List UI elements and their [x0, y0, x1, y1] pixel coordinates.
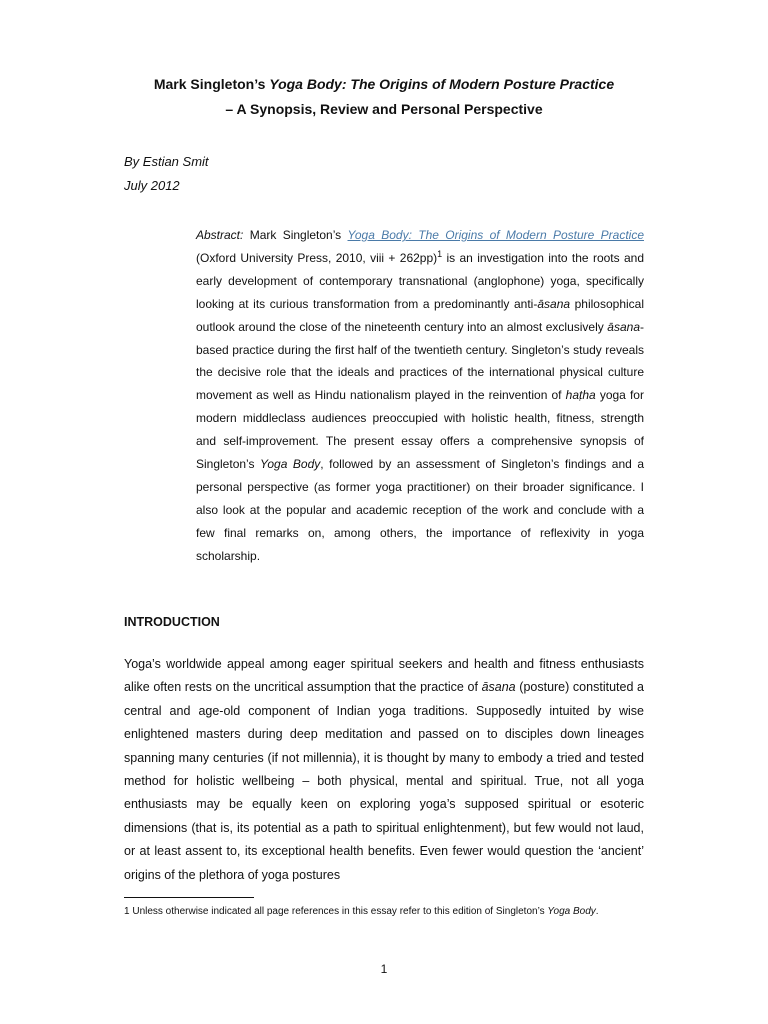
title-author: Mark Singleton’s [153, 76, 270, 92]
body-text: (posture) constituted a central and age-old component of Indian yoga traditions. Supposedly intuited by wise enlightened masters during deep meditation and passed on to disciples down lineages spanning many centuries (if not millennia), it is thought by many to embody a tried and tested method for holistic wellbeing – both physical, mental and spiritual. True, not all yoga enthusiasts may be equally keen on exploring yoga’s supposed spiritual or esoteric dimensions (that is, its potential as a path to spiritual enlightenment), but few would not laud, or at least assent to, its exceptional health benefits. Even fewer would question the ‘ancient’ origins of the plethora of yoga postures [124, 680, 644, 882]
footnote-number: 1 [124, 906, 130, 917]
page-number: 1 [380, 962, 388, 976]
abstract-term: haṭha [565, 388, 596, 403]
body-term: āsana [481, 680, 516, 695]
section-heading-introduction: INTRODUCTION [124, 615, 220, 629]
introduction-paragraph [124, 653, 644, 887]
abstract-term: āsana [537, 296, 571, 311]
footnote-book: Yoga Body [547, 906, 596, 917]
abstract-term: Yoga Body [260, 457, 321, 472]
abstract-text: -based practice during the first half of the twentieth century. Singleton’s study reveals the decisive role that the ideals and practices of the international physical culture movement as well as Hindu nationalism played in the reinvention of [196, 319, 644, 403]
abstract-text: Mark Singleton’s [243, 228, 348, 242]
abstract-label: Abstract: [196, 228, 244, 242]
abstract-text: is an investigation into the roots and early development of contemporary transnational (anglophone) yoga, specifically looking at its curious transformation from a predominantly anti- [196, 250, 644, 311]
abstract-text: philosophical outlook around the close of the nineteenth century into an almost exclusively [196, 296, 644, 334]
byline-author: By Estian Smit [124, 154, 209, 169]
book-link[interactable]: Yoga Body: The Origins of Modern Posture Practice [347, 228, 644, 242]
footnote-divider [124, 897, 254, 898]
byline-date: July 2012 [124, 178, 180, 193]
abstract-text: , followed by an assessment of Singleton’s findings and a personal perspective (as former yoga practitioner) on their broader significance. I also look at the popular and academic reception of the work and conclude with a few final remarks on, among others, the importance of reflexivity in yoga scholarship. [196, 457, 644, 563]
page-subtitle: – A Synopsis, Review and Personal Perspective [225, 101, 543, 117]
abstract-term: āsana [607, 319, 640, 334]
abstract-text: yoga for modern middleclass audiences preoccupied with holistic health, fitness, strength and self-improvement. The present essay offers a comprehensive synopsis of Singleton’s [196, 388, 644, 472]
page-title [100, 74, 668, 94]
title-book: Yoga Body: The Origins of Modern Posture Practice [269, 76, 615, 92]
abstract-paragraph [196, 224, 644, 568]
abstract-text: (Oxford University Press, 2010, viii + 262pp) [196, 250, 438, 265]
footnote-reference[interactable]: 1 [437, 248, 443, 259]
body-text: Yoga’s worldwide appeal among eager spiritual seekers and health and fitness enthusiasts alike often rests on the uncritical assumption that the practice of [124, 657, 644, 695]
footnote-text: Unless otherwise indicated all page references in this essay refer to this edition of Singleton’s [129, 906, 548, 917]
footnote-text: . [595, 906, 599, 917]
footnote [124, 904, 644, 919]
